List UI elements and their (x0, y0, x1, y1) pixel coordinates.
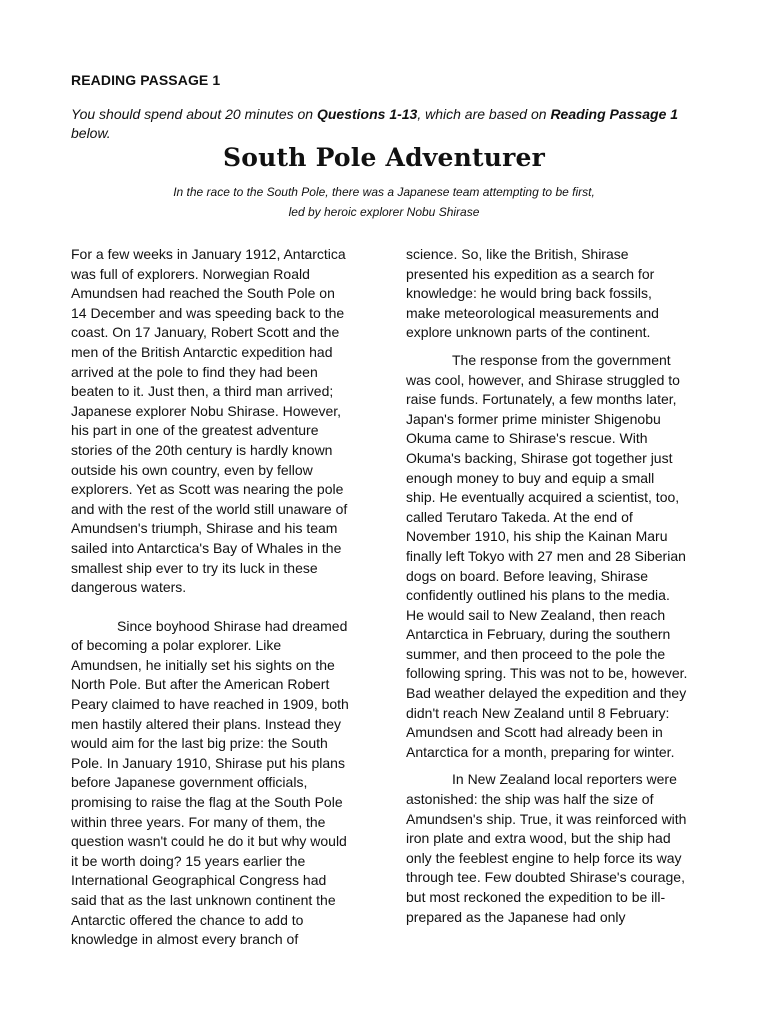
instructions-questions: Questions 1-13 (316, 106, 418, 122)
instructions-text-3: below. (71, 125, 111, 141)
instructions-text-2: , which are based on (417, 106, 551, 122)
paragraph-3: science. So, like the British, Shirase presented his expedition as a search for knowledge: he would bring back fossils, make meteorological measurements and explore unknown parts of the continent. (406, 246, 659, 341)
instructions (71, 105, 691, 143)
paragraph-2: Since boyhood Shirase had dreamed of becoming a polar explorer. Like Amundsen, he initially set his sights on the North Pole. But after the American Robert Peary claimed to have reached in 1909, both men hastily altered their plans. Instead they would aim for the last big prize: the South Pole. In January 1910, Shirase put his plans before Japanese government officials, promising to raise the flag at the South Pole within three years. For many of them, the question wasn't could he do it but why would it be worth doing? 15 years earlier the International Geographical Congress had said that as the last unknown continent the Antarctic offered the chance to add to knowledge in almost every branch of (71, 617, 349, 948)
instructions-passage: Reading Passage 1 (550, 106, 679, 122)
subtitle-line-1: In the race to the South Pole, there was a Japanese team attempting to be first, (173, 185, 595, 199)
right-column (406, 245, 698, 927)
article-title: South Pole Adventurer (223, 143, 545, 172)
instructions-text-1: You should spend about 20 minutes on (71, 106, 317, 122)
subtitle-line-2: led by heroic explorer Nobu Shirase (288, 205, 480, 219)
left-column (71, 245, 361, 950)
paragraph-5: In New Zealand local reporters were astonished: the ship was half the size of Amundsen's ship. True, it was reinforced with iron plate and extra wood, but the ship had only the feeblest engine to help force its way through tee. Few doubted Shirase's courage, but most reckoned the expedition to be ill- prepared as the Japanese had only (406, 771, 687, 925)
section-label: READING PASSAGE 1 (71, 72, 221, 88)
paragraph-4: The response from the government was cool, however, and Shirase struggled to raise funds. Fortunately, a few months later, Japan's former prime minister Shigenobu Okuma came to Shirase's rescue. With Okuma's backing, Shirase got together just enough money to buy and equip a small ship. He eventually acquired a scientist, too, called Terutaro Takeda. At the end of November 1910, his ship the Kainan Maru finally left Tokyo with 27 men and 28 Siberian dogs on board. Before leaving, Shirase confidently outlined his plans to the media. He would sail to New Zealand, then reach Antarctica in February, during the southern summer, and then proceed to the pole the following spring. This was not to be, however. Bad weather delayed the expedition and they didn't reach New Zealand until 8 February: Amundsen and Scott had already been in Antarctica for a month, preparing for winter. (406, 351, 688, 760)
paragraph-1: For a few weeks in January 1912, Antarctica was full of explorers. Norwegian Roald Amundsen had reached the South Pole on 14 December and was speeding back to the coast. On 17 January, Robert Scott and the men of the British Antarctic expedition had arrived at the pole to find they had been beaten to it. Just then, a third man arrived; Japanese explorer Nobu Shirase. However, his part in one of the greatest adventure stories of the 20th century is hardly known outside his own country, even by fellow explorers. Yet as Scott was nearing the pole and with the rest of the world still unaware of Amundsen's triumph, Shirase and his team sailed into Antarctica's Bay of Whales in the smallest ship ever to try its luck in these dangerous waters. (71, 246, 348, 596)
article-subtitle (0, 182, 768, 222)
